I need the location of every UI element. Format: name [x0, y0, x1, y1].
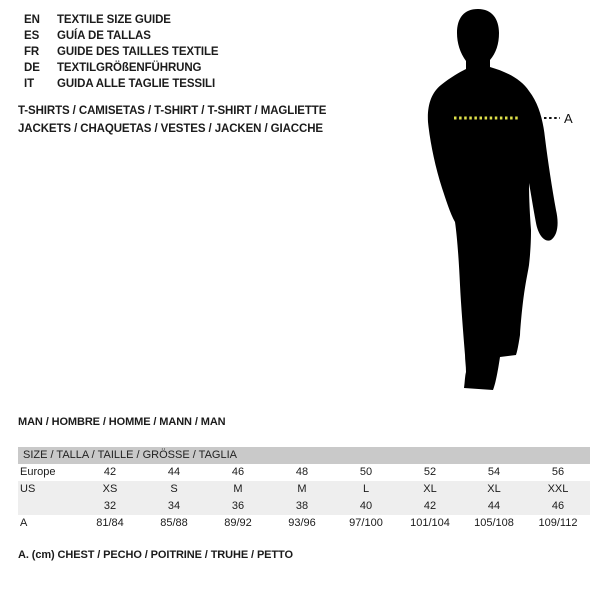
lang-row-es [24, 28, 219, 44]
size-cell: S [170, 483, 178, 495]
size-cell: L [362, 483, 370, 495]
table-row-us-numbers [18, 498, 590, 515]
lang-code: DE [24, 62, 40, 74]
size-cell: 42 [423, 500, 437, 512]
size-cell: M [233, 483, 243, 495]
size-cell: XL [487, 483, 501, 495]
lang-code: ES [24, 30, 40, 42]
lang-label: GUÍA DE TALLAS [57, 30, 151, 42]
row-label: A [20, 517, 28, 529]
size-cell: 109/112 [538, 517, 578, 529]
size-cell: 97/100 [349, 517, 383, 529]
size-cell: 56 [551, 466, 565, 478]
lang-row-it [24, 76, 219, 92]
size-cell: XXL [547, 483, 569, 495]
row-label [18, 498, 78, 515]
table-row-chest-cm [18, 515, 590, 532]
size-cell: 46 [231, 466, 245, 478]
lang-label: TEXTILGRÖßENFÜHRUNG [57, 62, 202, 74]
category-line-tshirts: T-SHIRTS / CAMISETAS / T-SHIRT / T-SHIRT / MAGLIETTE [18, 105, 327, 117]
size-cell: 38 [295, 500, 309, 512]
measurement-footnote: A. (cm) CHEST / PECHO / POITRINE / TRUHE / PETTO [18, 549, 293, 561]
size-cell: 50 [359, 466, 373, 478]
lang-code: FR [24, 46, 40, 58]
size-cell: 101/104 [410, 517, 450, 529]
size-cell: 40 [359, 500, 373, 512]
size-cell: 93/96 [288, 517, 316, 529]
man-silhouette [428, 9, 558, 390]
lang-row-en [24, 12, 219, 28]
row-label: Europe [20, 466, 56, 478]
size-cell: 42 [103, 466, 117, 478]
lang-row-de [24, 60, 219, 76]
size-cell: 32 [103, 500, 117, 512]
size-cell: 105/108 [474, 517, 514, 529]
row-label: US [20, 483, 36, 495]
category-line-jackets: JACKETS / CHAQUETAS / VESTES / JACKEN / GIACCHE [18, 123, 323, 135]
size-cell: 52 [423, 466, 437, 478]
size-cell: 46 [551, 500, 565, 512]
size-cell: 34 [167, 500, 181, 512]
size-cell: 81/84 [96, 517, 124, 529]
size-cell: 44 [487, 500, 501, 512]
chest-marker-label: A [564, 111, 573, 126]
lang-code: EN [24, 14, 40, 26]
size-cell: 36 [231, 500, 245, 512]
size-cell: M [297, 483, 307, 495]
lang-label: GUIDE DES TAILLES TEXTILE [57, 46, 219, 58]
size-cell: 44 [167, 466, 181, 478]
size-cell: 89/92 [224, 517, 252, 529]
size-cell: XS [102, 483, 118, 495]
size-cell: XL [423, 483, 437, 495]
man-silhouette-figure [400, 0, 600, 400]
lang-label: TEXTILE SIZE GUIDE [57, 14, 171, 26]
size-cell: 54 [487, 466, 501, 478]
lang-label: GUIDA ALLE TAGLIE TESSILI [57, 78, 216, 90]
table-row-us-letters [18, 481, 590, 498]
size-table [18, 447, 590, 532]
section-title-man: MAN / HOMBRE / HOMME / MANN / MAN [18, 416, 226, 428]
garment-categories [18, 102, 326, 138]
lang-row-fr [24, 44, 219, 60]
table-row-europe [18, 464, 590, 481]
language-list [24, 12, 219, 92]
size-table-header: SIZE / TALLA / TAILLE / GRÖSSE / TAGLIA [18, 447, 590, 464]
size-cell: 85/88 [160, 517, 188, 529]
lang-code: IT [24, 78, 35, 90]
size-cell: 48 [295, 466, 309, 478]
